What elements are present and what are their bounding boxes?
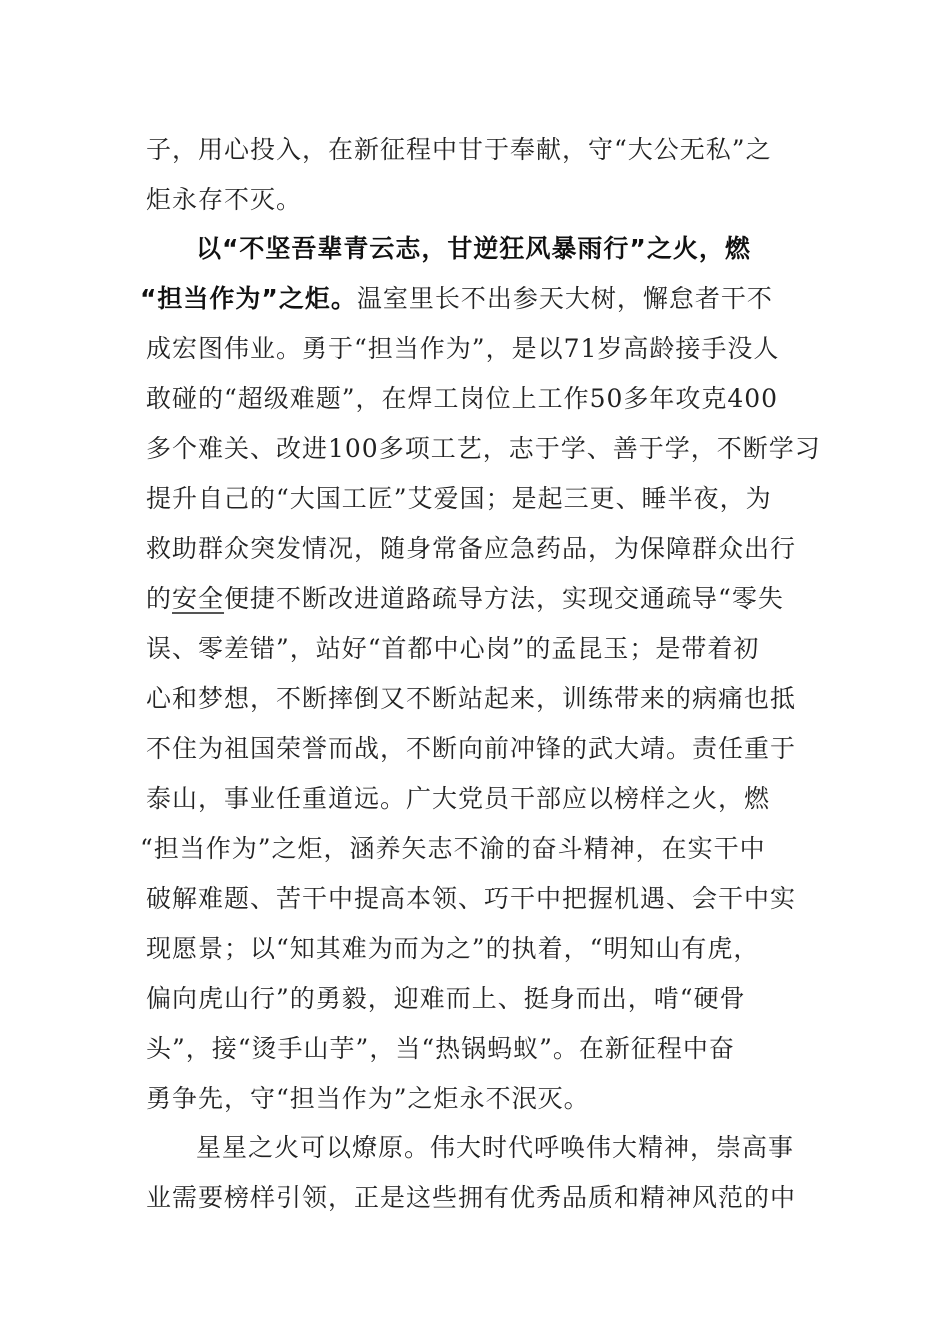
paragraph-2-line-15: 现愿景；以“知其难为而为之”的执着，“明知山有虎， <box>146 934 760 963</box>
paragraph-2-line-9: 误、零差错”，站好“首都中心岗”的孟昆玉；是带着初 <box>146 634 760 663</box>
paragraph-2-line-16: 偏向虎山行”的勇毅，迎难而上、挺身而出，啃“硬骨 <box>146 984 746 1013</box>
paragraph-2-line-2 <box>140 274 773 324</box>
paragraph-3-line-2: 业需要榜样引领，正是这些拥有优秀品质和精神风范的中 <box>146 1183 797 1212</box>
paragraph-2-heading-line-2: “担当作为”之炬。 <box>140 284 357 313</box>
paragraph-2-line-18: 勇争先，守“担当作为”之炬永不泯灭。 <box>146 1084 590 1113</box>
paragraph-2-line-3: 成宏图伟业。勇于“担当作为”，是以71岁高龄接手没人 <box>146 334 780 363</box>
paragraph-2-line-2-text: 温室里长不出参天大树，懈怠者干不 <box>356 284 773 313</box>
paragraph-2-heading-line-1: 以“不坚吾辈青云志，甘逆狂风暴雨行”之火，燃 <box>196 234 751 263</box>
paragraph-2-line-12: 泰山，事业任重道远。广大党员干部应以榜样之火，燃 <box>146 784 771 813</box>
paragraph-1-line-1: 子，用心投入，在新征程中甘于奉献，守“大公无私”之 <box>146 135 772 164</box>
paragraph-2-line-11: 不住为祖国荣誉而战，不断向前冲锋的武大靖。责任重于 <box>146 734 797 763</box>
paragraph-3-line-1: 星星之火可以燎原。伟大时代呼唤伟大精神，崇高事 <box>196 1133 795 1162</box>
paragraph-2-line-5: 多个难关、改进100多项工艺，志于学、善于学，不断学习 <box>146 434 821 463</box>
paragraph-2-line-8-text: 便捷不断改进道路疏导方法，实现交通疏导“零失 <box>224 584 784 613</box>
paragraph-2-line-17: 头”，接“烫手山芋”，当“热锅蚂蚁”。在新征程中奋 <box>146 1034 735 1063</box>
paragraph-2-line-10: 心和梦想，不断摔倒又不断站起来，训练带来的病痛也抵 <box>146 684 797 713</box>
paragraph-1-line-2: 炬永存不灭。 <box>146 185 303 214</box>
paragraph-2-line-4: 敢碰的“超级难题”，在焊工岗位上工作50多年攻克400 <box>146 384 779 413</box>
paragraph-2-line-14: 破解难题、苦干中提高本领、巧干中把握机遇、会干中实 <box>146 884 797 913</box>
paragraph-2-line-8 <box>146 574 784 624</box>
paragraph-2-line-6: 提升自己的“大国工匠”艾爱国；是起三更、睡半夜，为 <box>146 484 772 513</box>
paragraph-2-line-8-pre: 的 <box>146 584 173 613</box>
safety-link[interactable]: 安全 <box>172 584 225 613</box>
paragraph-2-line-7: 救助群众突发情况，随身常备应急药品，为保障群众出行 <box>146 534 797 563</box>
paragraph-2-line-13: “担当作为”之炬，涵养矢志不渝的奋斗精神，在实干中 <box>140 834 766 863</box>
